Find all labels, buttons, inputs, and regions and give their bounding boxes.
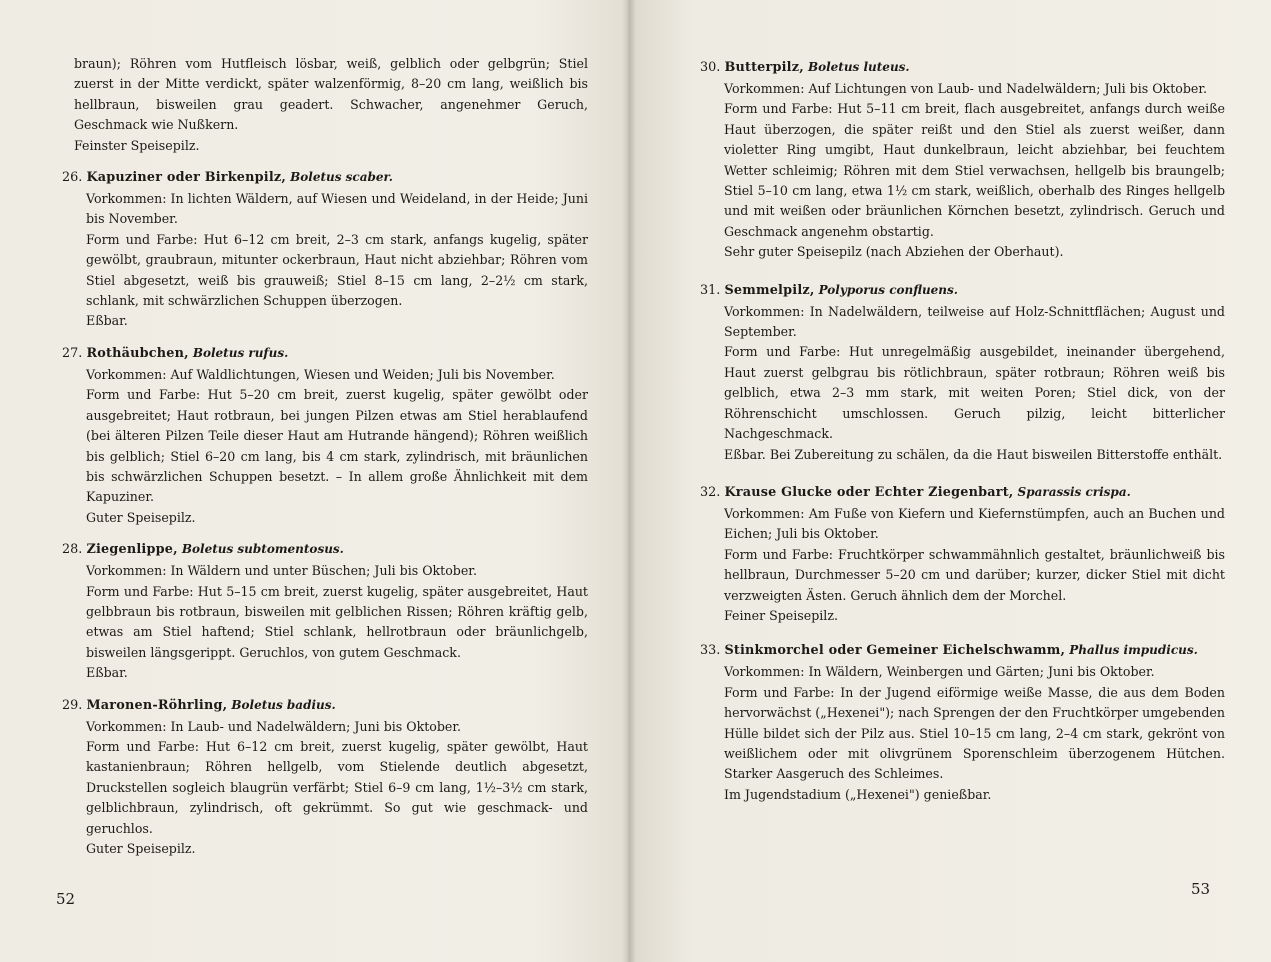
entry-occurrence: Vorkommen: In lichten Wäldern, auf Wiesen und Weideland, in der Heide; Juni bis November.: [86, 191, 588, 227]
entry-description: Form und Farbe: Hut 6–12 cm breit, 2–3 cm stark, anfangs kugelig, später gewölbt, graubraun, mitunter ockerbraun, Haut nicht abziehbar; Röhren vom Stiel abgesetzt, weiß bis grauweiß; Stiel 8–15 cm lang, 2–2½ cm stark, schlank, mit schwärzlichen Schuppen überzogen.: [86, 231, 588, 309]
entry-name: Stinkmorchel oder Gemeiner Eichelschwamm,: [724, 643, 1066, 659]
entry-occurrence: Vorkommen: In Nadelwäldern, teilweise auf Holz-Schnittflächen; August und September.: [724, 303, 1225, 340]
entry-description: Form und Farbe: In der Jugend eiförmige weiße Masse, die aus dem Boden hervorwächst („Hexenei"); nach Sprengen der den Fruchtkörper umgebenden Hülle bildet sich der Pilz aus. Stiel 10–15 cm lang, 2–4 cm stark, gekrönt von weißlichem oder mit olivgrünem Sporenschleim überzogenem Hütchen. Starker Aasgeruch des Schleimes.: [724, 684, 1225, 782]
entry-latin-name: Boletus badius.: [231, 697, 336, 712]
entry-latin-name: Boletus luteus.: [807, 60, 910, 74]
page-number-right: 53: [1191, 880, 1211, 898]
continuation-text: [62, 54, 588, 156]
right-page: [628, 0, 1271, 962]
entry-29: [62, 694, 588, 860]
entry-verdict: Guter Speisepilz.: [86, 509, 196, 525]
entry-number: 27.: [62, 345, 83, 361]
entry-latin-name: Boletus scaber.: [290, 170, 393, 185]
entry-body: [62, 189, 588, 332]
entry-body: [62, 717, 588, 860]
entry-body: [62, 561, 588, 683]
entry-verdict: Im Jugendstadium („Hexenei") genießbar.: [724, 786, 992, 802]
entry-body: [700, 302, 1225, 465]
entry-body: [700, 504, 1225, 626]
entry-30: [700, 56, 1225, 263]
entry-latin-name: Boletus subtomentosus.: [181, 542, 344, 557]
entry-description: Form und Farbe: Hut 5–15 cm breit, zuerst kugelig, später ausgebreitet, Haut gelbbraun bis rotbraun, bisweilen mit gelblichen Rissen; Röhren kräftig gelb, etwas am Stiel haftend; Stiel schlank, hellrotbraun oder bräunlichgelb, bisweilen längsgerippt. Geruchlos, von gutem Geschmack.: [86, 583, 588, 660]
entry-latin-name: Boletus rufus.: [192, 345, 289, 360]
entry-heading: [700, 56, 1225, 79]
entry-occurrence: Vorkommen: In Wäldern, Weinbergen und Gärten; Juni bis Oktober.: [724, 664, 1155, 680]
entry-32: [700, 481, 1225, 626]
entry-name: Butterpilz,: [724, 60, 804, 75]
entry-number: 32.: [700, 484, 721, 500]
entry-latin-name: Sparassis crispa.: [1017, 484, 1131, 499]
entry-name: Krause Glucke oder Echter Ziegenbart,: [724, 484, 1014, 500]
entry-description: Form und Farbe: Hut 5–20 cm breit, zuerst kugelig, später gewölbt oder ausgebreitet; Haut rotbraun, bei jungen Pilzen etwas am Stiel herablaufend (bei älteren Pilzen Teile dieser Haut am Hutrande hängend); Röhren weißlich bis gelblich; Stiel 6–20 cm lang, bis 4 cm stark, zylindrisch, mit bräunlichen bis schwärzlichen Schuppen besetzt. – In allem große Ähnlichkeit mit dem Kapuziner.: [86, 387, 588, 505]
entry-body: [700, 79, 1225, 263]
entry-name: Rothäubchen,: [86, 345, 189, 361]
entry-number: 29.: [62, 697, 83, 713]
entry-description: Form und Farbe: Fruchtkörper schwammähnlich gestaltet, bräunlichweiß bis hellbraun, Durchmesser 5–20 cm und darüber; kurzer, dicker Stiel mit dicht verzweigten Ästen. Geruch ähnlich dem der Morchel.: [724, 546, 1225, 603]
entry-occurrence: Vorkommen: In Wäldern und unter Büschen; Juli bis Oktober.: [86, 563, 477, 579]
entry-name: Kapuziner oder Birkenpilz,: [86, 170, 287, 186]
entry-number: 33.: [700, 643, 721, 659]
entry-number: 26.: [62, 170, 83, 186]
entry-heading: [62, 694, 588, 717]
entry-verdict: Eßbar.: [86, 665, 128, 681]
entry-verdict: Eßbar.: [86, 313, 128, 329]
continuation-paragraph: braun); Röhren vom Hutfleisch lösbar, weiß, gelblich oder gelbgrün; Stiel zuerst in der Mitte verdickt, später walzenförmig, 8–20 cm lang, weißlich bis hellbraun, bisweilen grau geadert. Schwacher, angenehmer Geruch, Geschmack wie Nußkern.: [74, 56, 588, 133]
entry-heading: [62, 342, 588, 365]
entry-occurrence: Vorkommen: Am Fuße von Kiefern und Kiefernstümpfen, auch an Buchen und Eichen; Juli bis Oktober.: [724, 505, 1225, 542]
entry-occurrence: Vorkommen: Auf Lichtungen von Laub- und Nadelwäldern; Juli bis Oktober.: [724, 81, 1207, 96]
entry-heading: [700, 279, 1225, 302]
entry-name: Semmelpilz,: [724, 282, 815, 298]
entry-heading: [700, 481, 1225, 504]
entry-heading: [62, 166, 588, 189]
entry-verdict: Sehr guter Speisepilz (nach Abziehen der Oberhaut).: [724, 244, 1064, 260]
entry-description: Form und Farbe: Hut unregelmäßig ausgebildet, ineinander übergehend, Haut zuerst gelbgrau bis rötlichbraun, später rotbraun; Röhren weiß bis gelblich, etwa 2–3 mm stark, mit weiten Poren; Stiel dick, von der Röhrenschicht umschlossen. Geruch pilzig, leicht bitterlicher Nachgeschmack.: [724, 344, 1225, 442]
entry-heading: [700, 639, 1225, 662]
entry-latin-name: Phallus impudicus.: [1069, 643, 1198, 658]
left-page: [0, 0, 628, 962]
continuation-verdict: Feinster Speisepilz.: [74, 137, 200, 153]
entry-occurrence: Vorkommen: Auf Waldlichtungen, Wiesen und Weiden; Juli bis November.: [86, 366, 555, 382]
entry-33: [700, 639, 1225, 805]
entry-verdict: Feiner Speisepilz.: [724, 607, 838, 623]
entry-name: Ziegenlippe,: [86, 542, 178, 558]
entry-number: 31.: [700, 282, 721, 298]
entry-body: [62, 365, 588, 528]
entry-heading: [62, 538, 588, 561]
entry-verdict: Eßbar. Bei Zubereitung zu schälen, da die Haut bisweilen Bitterstoffe enthält.: [724, 446, 1223, 462]
entry-31: [700, 279, 1225, 465]
entry-occurrence: Vorkommen: In Laub- und Nadelwäldern; Juni bis Oktober.: [86, 718, 462, 734]
entry-verdict: Guter Speisepilz.: [86, 841, 196, 856]
entry-28: [62, 538, 588, 683]
page-number-left: 52: [56, 890, 76, 908]
entry-latin-name: Polyporus confluens.: [818, 282, 958, 297]
entry-body: [700, 662, 1225, 805]
entry-27: [62, 342, 588, 528]
entry-description: Form und Farbe: Hut 5–11 cm breit, flach ausgebreitet, anfangs durch weiße Haut überzogen, die später reißt und den Stiel als zuerst weißer, dann violetter Ring umgibt, Haut dunkelbraun, leicht abziehbar, bei feuchtem Wetter schleimig; Röhren mit dem Stiel verwachsen, hellgelb bis braungelb; Stiel 5–10 cm lang, etwa 1½ cm stark, weißlich, oberhalb des Ringes hellgelb und mit weißen oder bräunlichen Körnchen besetzt, zylindrisch. Geruch und Geschmack angenehm obstartig.: [724, 101, 1225, 239]
entry-description: Form und Farbe: Hut 6–12 cm breit, zuerst kugelig, später gewölbt, Haut kastanienbraun; Röhren hellgelb, vom Stielende deutlich abgesetzt, Druckstellen sogleich blaugrün verfärbt; Stiel 6–9 cm lang, 1½–3½ cm stark, gelblichbraun, zylindrisch, oft gekrümmt. So gut wie geschmack- und geruchlos.: [86, 738, 588, 836]
entry-name: Maronen-Röhrling,: [86, 697, 228, 713]
entry-number: 28.: [62, 542, 83, 558]
entry-number: 30.: [700, 60, 721, 75]
entry-26: [62, 166, 588, 332]
